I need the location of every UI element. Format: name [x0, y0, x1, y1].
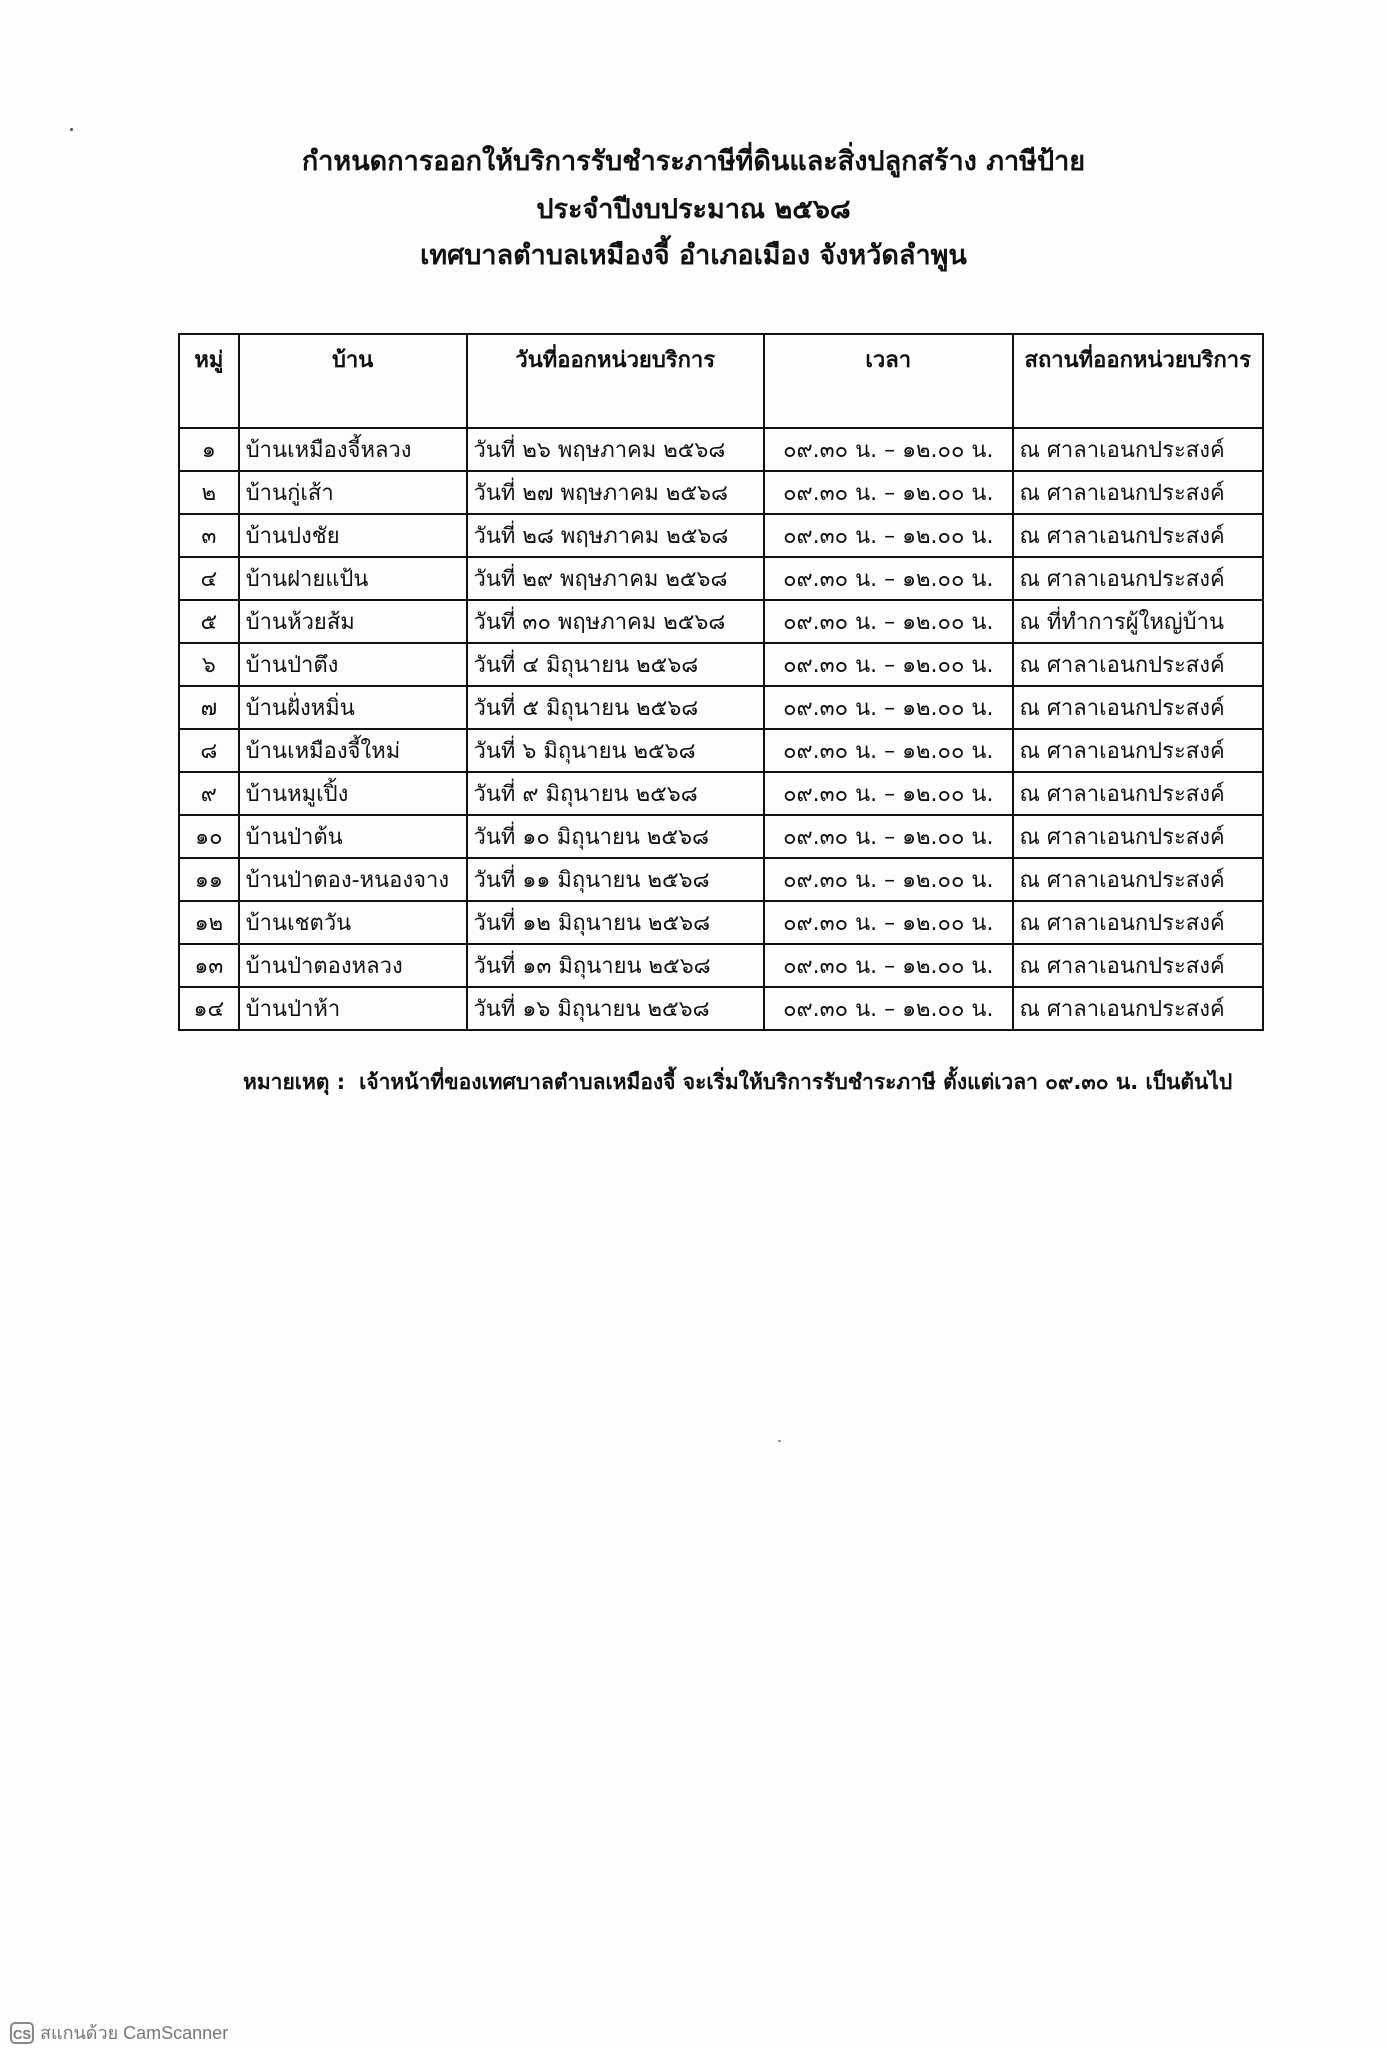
cell-village: บ้านเชตวัน [239, 901, 467, 944]
cell-village: บ้านป่าต้น [239, 815, 467, 858]
cell-village: บ้านฝายแป้น [239, 557, 467, 600]
footnote-label: หมายเหตุ : [243, 1070, 346, 1094]
cell-date: วันที่ ๑๓ มิถุนายน ๒๕๖๘ [467, 944, 764, 987]
cell-village: บ้านป่าตึง [239, 643, 467, 686]
cell-village: บ้านหมูเปิ้ง [239, 772, 467, 815]
cell-time: ๐๙.๓๐ น. – ๑๒.๐๐ น. [764, 729, 1013, 772]
cell-date: วันที่ ๒๙ พฤษภาคม ๒๕๖๘ [467, 557, 764, 600]
cell-time: ๐๙.๓๐ น. – ๑๒.๐๐ น. [764, 815, 1013, 858]
cell-place: ณ ศาลาเอนกประสงค์ [1013, 643, 1263, 686]
scan-speck [70, 128, 73, 131]
cell-moo: ๒ [179, 471, 239, 514]
cell-date: วันที่ ๑๑ มิถุนายน ๒๕๖๘ [467, 858, 764, 901]
cell-place: ณ ศาลาเอนกประสงค์ [1013, 772, 1263, 815]
cell-place: ณ ศาลาเอนกประสงค์ [1013, 686, 1263, 729]
cell-village: บ้านฝั่งหมิ่น [239, 686, 467, 729]
cell-village: บ้านห้วยส้ม [239, 600, 467, 643]
cell-date: วันที่ ๑๐ มิถุนายน ๒๕๖๘ [467, 815, 764, 858]
table-row [179, 901, 1263, 944]
table-row [179, 944, 1263, 987]
table-row [179, 557, 1263, 600]
cell-moo: ๖ [179, 643, 239, 686]
cell-date: วันที่ ๒๖ พฤษภาคม ๒๕๖๘ [467, 428, 764, 471]
cell-time: ๐๙.๓๐ น. – ๑๒.๐๐ น. [764, 557, 1013, 600]
cell-time: ๐๙.๓๐ น. – ๑๒.๐๐ น. [764, 901, 1013, 944]
footnote [243, 1066, 1343, 1099]
cell-date: วันที่ ๒๗ พฤษภาคม ๒๕๖๘ [467, 471, 764, 514]
cell-place: ณ ศาลาเอนกประสงค์ [1013, 944, 1263, 987]
cell-date: วันที่ ๒๘ พฤษภาคม ๒๕๖๘ [467, 514, 764, 557]
cell-place: ณ ศาลาเอนกประสงค์ [1013, 729, 1263, 772]
cell-time: ๐๙.๓๐ น. – ๑๒.๐๐ น. [764, 471, 1013, 514]
cell-moo: ๔ [179, 557, 239, 600]
column-header-village: บ้าน [239, 334, 467, 428]
cell-date: วันที่ ๕ มิถุนายน ๒๕๖๘ [467, 686, 764, 729]
cell-village: บ้านเหมืองจี้หลวง [239, 428, 467, 471]
table-row [179, 471, 1263, 514]
cell-place: ณ ศาลาเอนกประสงค์ [1013, 514, 1263, 557]
cell-moo: ๑๑ [179, 858, 239, 901]
column-header-date: วันที่ออกหน่วยบริการ [467, 334, 764, 428]
cell-time: ๐๙.๓๐ น. – ๑๒.๐๐ น. [764, 428, 1013, 471]
cell-date: วันที่ ๖ มิถุนายน ๒๕๖๘ [467, 729, 764, 772]
cell-village: บ้านกู่เส้า [239, 471, 467, 514]
cell-time: ๐๙.๓๐ น. – ๑๒.๐๐ น. [764, 987, 1013, 1030]
cell-date: วันที่ ๑๖ มิถุนายน ๒๕๖๘ [467, 987, 764, 1030]
cell-moo: ๘ [179, 729, 239, 772]
cell-village: บ้านป่าตอง-หนองจาง [239, 858, 467, 901]
camscanner-logo-icon: CS [10, 2022, 34, 2044]
cell-moo: ๙ [179, 772, 239, 815]
camscanner-watermark [10, 2018, 228, 2047]
cell-date: วันที่ ๙ มิถุนายน ๒๕๖๘ [467, 772, 764, 815]
document-title-line-1: กำหนดการออกให้บริการรับชำระภาษีที่ดินและสิ่งปลูกสร้าง ภาษีป้าย [301, 146, 1086, 177]
table-row [179, 514, 1263, 557]
cell-place: ณ ศาลาเอนกประสงค์ [1013, 557, 1263, 600]
footnote-text: เจ้าหน้าที่ของเทศบาลตำบลเหมืองจี้ จะเริ่มให้บริการรับชำระภาษี ตั้งแต่เวลา ๐๙.๓๐ น. เป็นต้นไป [359, 1070, 1233, 1094]
column-header-time: เวลา [764, 334, 1013, 428]
cell-village: บ้านป่าห้า [239, 987, 467, 1030]
cell-place: ณ ศาลาเอนกประสงค์ [1013, 471, 1263, 514]
cell-village: บ้านเหมืองจี้ใหม่ [239, 729, 467, 772]
cell-place: ณ ศาลาเอนกประสงค์ [1013, 858, 1263, 901]
table-header [179, 334, 1263, 428]
table-row [179, 600, 1263, 643]
service-schedule-table [178, 333, 1264, 1031]
table-row [179, 643, 1263, 686]
cell-moo: ๕ [179, 600, 239, 643]
document-title-line-2: ประจำปีงบประมาณ ๒๕๖๘ [536, 194, 851, 225]
cell-moo: ๗ [179, 686, 239, 729]
column-header-place: สถานที่ออกหน่วยบริการ [1013, 334, 1263, 428]
cell-moo: ๑๔ [179, 987, 239, 1030]
table-row [179, 987, 1263, 1030]
cell-place: ณ ศาลาเอนกประสงค์ [1013, 815, 1263, 858]
watermark-text: สแกนด้วย CamScanner [40, 2023, 229, 2043]
cell-time: ๐๙.๓๐ น. – ๑๒.๐๐ น. [764, 944, 1013, 987]
cell-place: ณ ศาลาเอนกประสงค์ [1013, 901, 1263, 944]
cell-time: ๐๙.๓๐ น. – ๑๒.๐๐ น. [764, 643, 1013, 686]
document-title-line-3: เทศบาลตำบลเหมืองจี้ อำเภอเมือง จังหวัดลำพูน [420, 240, 967, 271]
cell-date: วันที่ ๑๒ มิถุนายน ๒๕๖๘ [467, 901, 764, 944]
table-header-row [179, 334, 1263, 428]
cell-village: บ้านปงชัย [239, 514, 467, 557]
table-row [179, 772, 1263, 815]
cell-moo: ๑ [179, 428, 239, 471]
cell-place: ณ ศาลาเอนกประสงค์ [1013, 987, 1263, 1030]
column-header-moo: หมู่ [179, 334, 239, 428]
cell-time: ๐๙.๓๐ น. – ๑๒.๐๐ น. [764, 858, 1013, 901]
scan-speck [778, 1440, 781, 1442]
cell-moo: ๑๐ [179, 815, 239, 858]
table-row [179, 686, 1263, 729]
cell-village: บ้านป่าตองหลวง [239, 944, 467, 987]
cell-place: ณ ที่ทำการผู้ใหญ่บ้าน [1013, 600, 1263, 643]
table-row [179, 729, 1263, 772]
cell-time: ๐๙.๓๐ น. – ๑๒.๐๐ น. [764, 600, 1013, 643]
table-row [179, 858, 1263, 901]
cell-moo: ๑๒ [179, 901, 239, 944]
cell-date: วันที่ ๔ มิถุนายน ๒๕๖๘ [467, 643, 764, 686]
table-row [179, 815, 1263, 858]
table-row [179, 428, 1263, 471]
cell-time: ๐๙.๓๐ น. – ๑๒.๐๐ น. [764, 514, 1013, 557]
cell-moo: ๓ [179, 514, 239, 557]
cell-moo: ๑๓ [179, 944, 239, 987]
cell-date: วันที่ ๓๐ พฤษภาคม ๒๕๖๘ [467, 600, 764, 643]
cell-time: ๐๙.๓๐ น. – ๑๒.๐๐ น. [764, 686, 1013, 729]
table-body [179, 428, 1263, 1030]
cell-time: ๐๙.๓๐ น. – ๑๒.๐๐ น. [764, 772, 1013, 815]
cell-place: ณ ศาลาเอนกประสงค์ [1013, 428, 1263, 471]
